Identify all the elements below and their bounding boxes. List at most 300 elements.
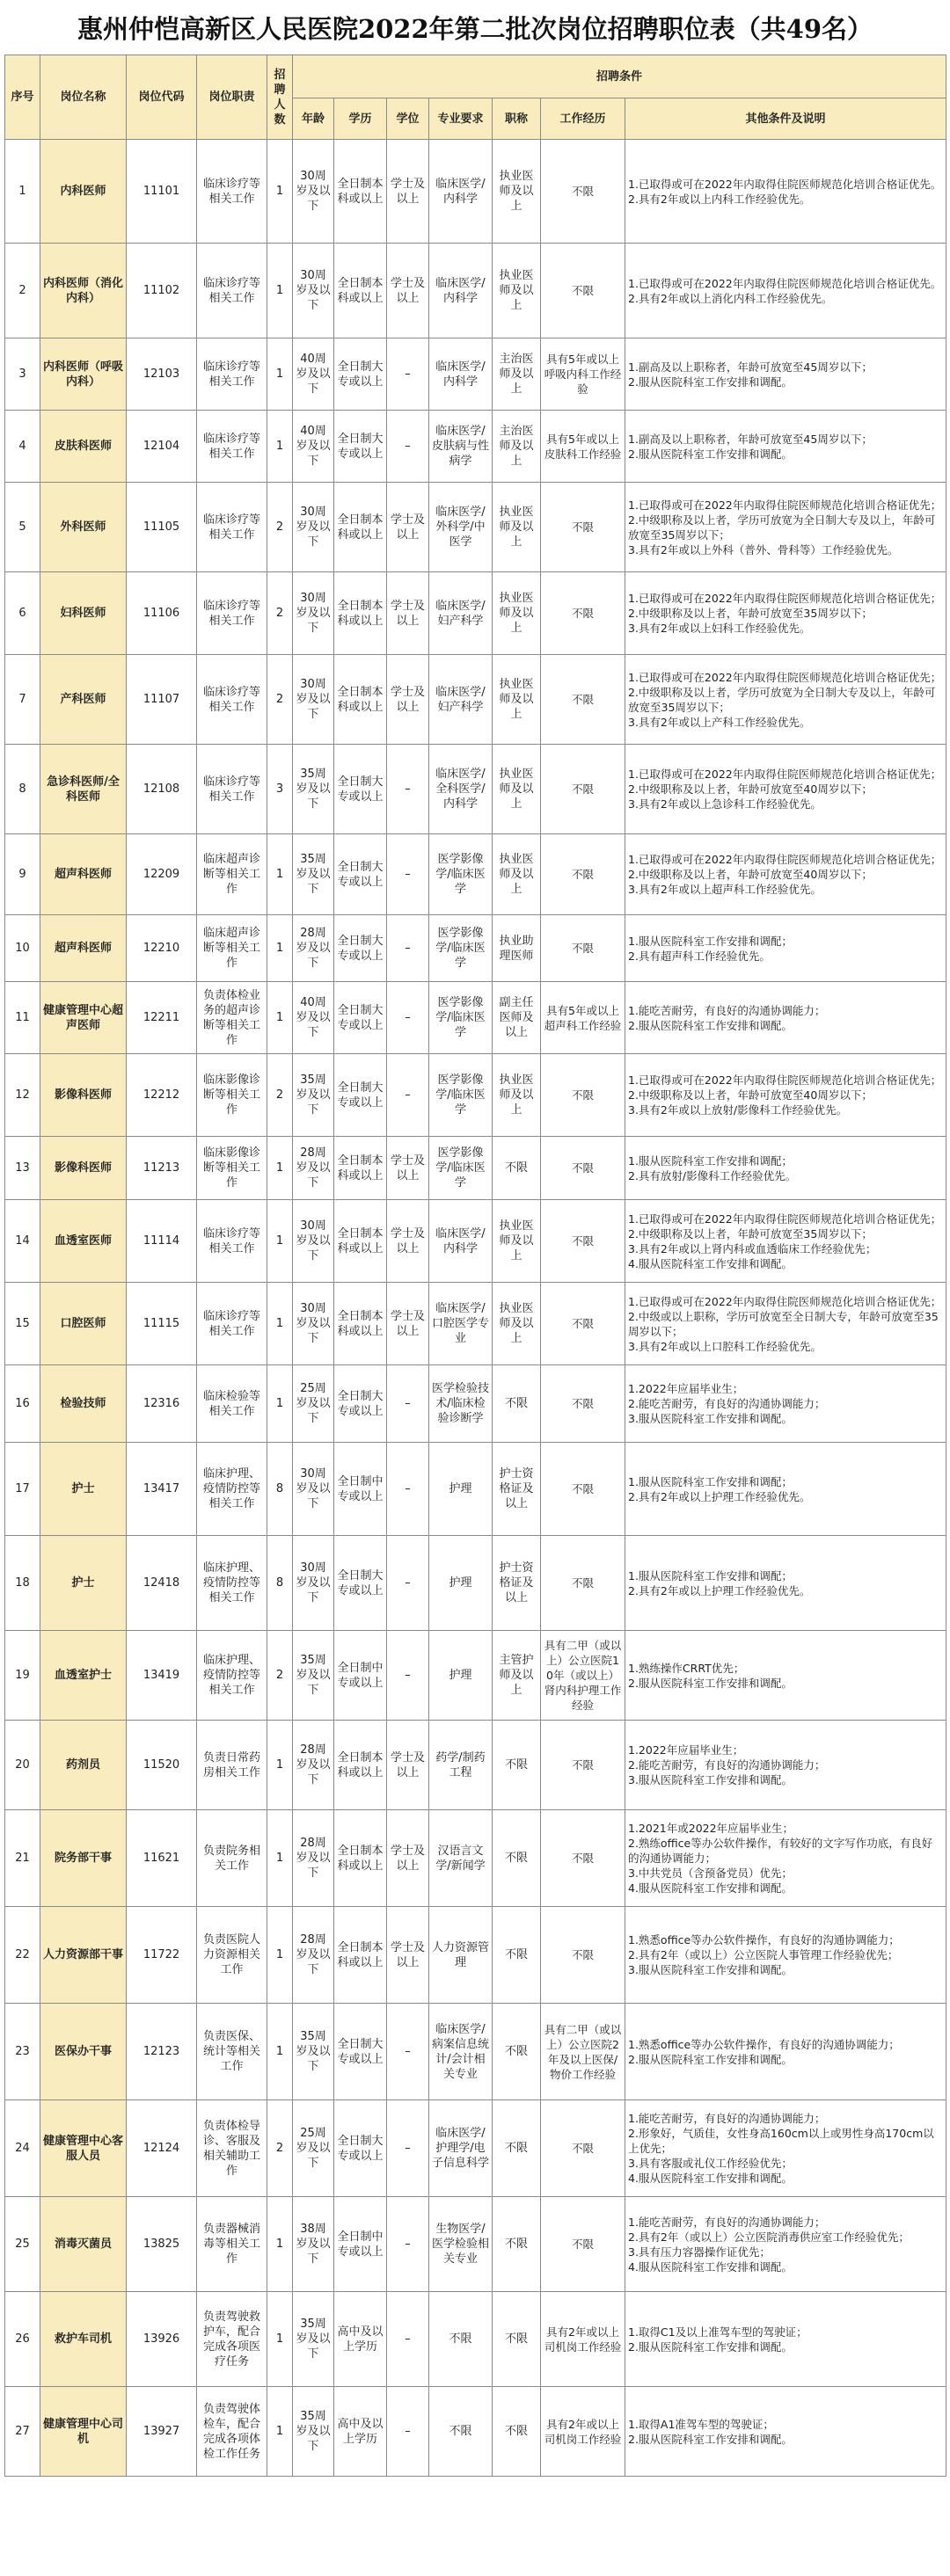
header-title: 职称 xyxy=(493,98,541,140)
other-conditions: 1.熟练操作CRRT优先； 2.服从医院科室工作安排和调配。 xyxy=(625,1631,946,1721)
experience-requirement: 不限 xyxy=(541,1907,625,2004)
position-code: 12316 xyxy=(127,1365,197,1443)
header-duty: 岗位职责 xyxy=(197,55,267,140)
row-number: 11 xyxy=(5,982,40,1054)
position-duty: 负责器械消毒等相关工作 xyxy=(197,2197,267,2292)
hire-count: 1 xyxy=(267,915,293,982)
row-number: 8 xyxy=(5,745,40,834)
row-number: 17 xyxy=(5,1443,40,1536)
education-requirement: 高中及以上学历 xyxy=(334,2387,387,2477)
experience-requirement: 具有5年或以上皮肤科工作经验 xyxy=(541,411,625,483)
major-requirement: 临床医学/护理学/电子信息科学 xyxy=(429,2100,493,2197)
major-requirement: 临床医学/全科医学/内科学 xyxy=(429,745,493,834)
title-requirement: 不限 xyxy=(493,2197,541,2292)
experience-requirement: 不限 xyxy=(541,834,625,915)
title-requirement: 执业助理医师 xyxy=(493,915,541,982)
education-requirement: 全日制中专或以上 xyxy=(334,1443,387,1536)
major-requirement: 医学影像学/临床医学 xyxy=(429,834,493,915)
education-requirement: 全日制本科或以上 xyxy=(334,655,387,745)
degree-requirement: – xyxy=(387,745,429,834)
hire-count: 1 xyxy=(267,2197,293,2292)
title-requirement: 执业医师及以上 xyxy=(493,1054,541,1137)
experience-requirement: 不限 xyxy=(541,1443,625,1536)
table-row xyxy=(5,2004,946,2100)
table-row xyxy=(5,655,946,745)
row-number: 26 xyxy=(5,2292,40,2387)
position-name: 药剂员 xyxy=(40,1721,127,1810)
other-conditions: 1.已取得或可在2022年内取得住院医师规范化培训合格证优先； 2.中级职称及以上者，年龄可放宽至40周岁以下； 3.具有2年或以上超声科工作经验优先。 xyxy=(625,834,946,915)
major-requirement: 临床医学/内科学 xyxy=(429,244,493,338)
education-requirement: 全日制大专或以上 xyxy=(334,411,387,483)
other-conditions: 1.能吃苦耐劳，有良好的沟通协调能力； 2.形象好，气质佳，女性身高160cm以上或男性身高170cm以上优先； 3.具有客服或礼仪工作经验优先； 4.服从医院科室工作安排和调配。 xyxy=(625,2100,946,2197)
position-code: 12418 xyxy=(127,1536,197,1631)
position-duty: 临床诊疗等相关工作 xyxy=(197,1200,267,1283)
title-requirement: 不限 xyxy=(493,1137,541,1200)
row-number: 2 xyxy=(5,244,40,338)
degree-requirement: – xyxy=(387,1536,429,1631)
hire-count: 8 xyxy=(267,1443,293,1536)
other-conditions: 1.能吃苦耐劳，有良好的沟通协调能力； 2.具有2年（或以上）公立医院消毒供应室工作经验优先； 3.具有压力容器操作证优先； 4.服从医院科室工作安排和调配。 xyxy=(625,2197,946,2292)
other-conditions: 1.服从医院科室工作安排和调配； 2.具有2年或以上护理工作经验优先。 xyxy=(625,1443,946,1536)
experience-requirement: 不限 xyxy=(541,2197,625,2292)
position-name: 健康管理中心司机 xyxy=(40,2387,127,2477)
position-duty: 临床诊疗等相关工作 xyxy=(197,244,267,338)
hire-count: 2 xyxy=(267,572,293,655)
major-requirement: 临床医学/皮肤病与性病学 xyxy=(429,411,493,483)
age-requirement: 25周岁及以下 xyxy=(293,1365,334,1443)
position-name: 医保办干事 xyxy=(40,2004,127,2100)
hire-count: 1 xyxy=(267,1365,293,1443)
degree-requirement: 学士及以上 xyxy=(387,1137,429,1200)
row-number: 4 xyxy=(5,411,40,483)
title-requirement: 执业医师及以上 xyxy=(493,655,541,745)
position-name: 皮肤科医师 xyxy=(40,411,127,483)
table-row xyxy=(5,1721,946,1810)
experience-requirement: 不限 xyxy=(541,1365,625,1443)
position-duty: 负责驾驶救护车，配合完成各项医疗任务 xyxy=(197,2292,267,2387)
position-code: 12210 xyxy=(127,915,197,982)
experience-requirement: 具有2年或以上司机岗工作经验 xyxy=(541,2387,625,2477)
age-requirement: 28周岁及以下 xyxy=(293,915,334,982)
age-requirement: 30周岁及以下 xyxy=(293,572,334,655)
degree-requirement: 学士及以上 xyxy=(387,140,429,244)
position-duty: 临床诊疗等相关工作 xyxy=(197,140,267,244)
position-name: 院务部干事 xyxy=(40,1810,127,1907)
major-requirement: 医学影像学/临床医学 xyxy=(429,915,493,982)
position-name: 健康管理中心超声医师 xyxy=(40,982,127,1054)
age-requirement: 30周岁及以下 xyxy=(293,1443,334,1536)
major-requirement: 生物医学/医学检验相关专业 xyxy=(429,2197,493,2292)
position-code: 11114 xyxy=(127,1200,197,1283)
degree-requirement: – xyxy=(387,982,429,1054)
age-requirement: 35周岁及以下 xyxy=(293,1054,334,1137)
position-duty: 临床影像诊断等相关工作 xyxy=(197,1054,267,1137)
table-row xyxy=(5,411,946,483)
position-code: 11621 xyxy=(127,1810,197,1907)
header-code: 岗位代码 xyxy=(127,55,197,140)
education-requirement: 全日制本科或以上 xyxy=(334,1283,387,1365)
position-code: 12211 xyxy=(127,982,197,1054)
major-requirement: 护理 xyxy=(429,1536,493,1631)
row-number: 13 xyxy=(5,1137,40,1200)
row-number: 27 xyxy=(5,2387,40,2477)
title-requirement: 执业医师及以上 xyxy=(493,483,541,572)
position-code: 11101 xyxy=(127,140,197,244)
position-duty: 临床检验等相关工作 xyxy=(197,1365,267,1443)
table-row xyxy=(5,1810,946,1907)
table-row xyxy=(5,1365,946,1443)
major-requirement: 不限 xyxy=(429,2292,493,2387)
degree-requirement: – xyxy=(387,1631,429,1721)
major-requirement: 汉语言文学/新闻学 xyxy=(429,1810,493,1907)
position-code: 12108 xyxy=(127,745,197,834)
row-number: 22 xyxy=(5,1907,40,2004)
title-requirement: 护士资格证及以上 xyxy=(493,1443,541,1536)
age-requirement: 35周岁及以下 xyxy=(293,2292,334,2387)
education-requirement: 全日制本科或以上 xyxy=(334,1200,387,1283)
experience-requirement: 不限 xyxy=(541,1536,625,1631)
table-row xyxy=(5,140,946,244)
other-conditions: 1.已取得或可在2022年内取得住院医师规范化培训合格证优先； 2.中级职称及以上者，学历可放宽为全日制大专及以上，年龄可放宽至35周岁以下； 3.具有2年或以上外科（普外、骨科等）工作经验优先。 xyxy=(625,483,946,572)
position-duty: 临床护理、疫情防控等相关工作 xyxy=(197,1443,267,1536)
major-requirement: 医学检验技术/临床检验诊断学 xyxy=(429,1365,493,1443)
other-conditions: 1.2022年应届毕业生； 2.能吃苦耐劳，有良好的沟通协调能力； 3.服从医院科室工作安排和调配。 xyxy=(625,1721,946,1810)
row-number: 15 xyxy=(5,1283,40,1365)
experience-requirement: 不限 xyxy=(541,2100,625,2197)
position-name: 血透室护士 xyxy=(40,1631,127,1721)
age-requirement: 28周岁及以下 xyxy=(293,1137,334,1200)
other-conditions: 1.熟悉office等办公软件操作，有良好的沟通协调能力； 2.具有2年（或以上）公立医院人事管理工作经验优先； 3.服从医院科室工作安排和调配。 xyxy=(625,1907,946,2004)
age-requirement: 40周岁及以下 xyxy=(293,411,334,483)
position-name: 检验技师 xyxy=(40,1365,127,1443)
table-row xyxy=(5,1054,946,1137)
header-seq: 序号 xyxy=(5,55,40,140)
row-number: 23 xyxy=(5,2004,40,2100)
position-duty: 负责体检业务的超声诊断等相关工作 xyxy=(197,982,267,1054)
education-requirement: 全日制大专或以上 xyxy=(334,982,387,1054)
education-requirement: 全日制本科或以上 xyxy=(334,1137,387,1200)
title-requirement: 副主任医师及以上 xyxy=(493,982,541,1054)
position-duty: 临床诊疗等相关工作 xyxy=(197,411,267,483)
other-conditions: 1.已取得或可在2022年内取得住院医师规范化培训合格证优先。 2.具有2年或以上消化内科工作经验优先。 xyxy=(625,244,946,338)
position-name: 救护车司机 xyxy=(40,2292,127,2387)
position-code: 13825 xyxy=(127,2197,197,2292)
degree-requirement: – xyxy=(387,915,429,982)
title-requirement: 不限 xyxy=(493,2100,541,2197)
position-name: 人力资源部干事 xyxy=(40,1907,127,2004)
age-requirement: 40周岁及以下 xyxy=(293,338,334,411)
age-requirement: 28周岁及以下 xyxy=(293,1721,334,1810)
age-requirement: 25周岁及以下 xyxy=(293,2100,334,2197)
education-requirement: 全日制大专或以上 xyxy=(334,2100,387,2197)
experience-requirement: 具有2年或以上司机岗工作经验 xyxy=(541,2292,625,2387)
education-requirement: 全日制本科或以上 xyxy=(334,1810,387,1907)
major-requirement: 临床医学/内科学 xyxy=(429,1200,493,1283)
table-row xyxy=(5,1907,946,2004)
hire-count: 1 xyxy=(267,2292,293,2387)
row-number: 3 xyxy=(5,338,40,411)
hire-count: 1 xyxy=(267,2387,293,2477)
position-name: 内科医师（呼吸内科） xyxy=(40,338,127,411)
age-requirement: 30周岁及以下 xyxy=(293,1200,334,1283)
degree-requirement: – xyxy=(387,834,429,915)
degree-requirement: 学士及以上 xyxy=(387,244,429,338)
position-code: 11115 xyxy=(127,1283,197,1365)
hire-count: 1 xyxy=(267,1200,293,1283)
table-row xyxy=(5,2100,946,2197)
table-row xyxy=(5,572,946,655)
position-code: 13926 xyxy=(127,2292,197,2387)
position-duty: 负责医院人力资源相关工作 xyxy=(197,1907,267,2004)
position-duty: 负责日常药房相关工作 xyxy=(197,1721,267,1810)
other-conditions: 1.2021年或2022年应届毕业生； 2.熟练office等办公软件操作，有较好的文字写作功底，有良好的沟通协调能力； 3.中共党员（含预备党员）优先； 4.服从医院科室工作安排和调配。 xyxy=(625,1810,946,1907)
title-requirement: 不限 xyxy=(493,1721,541,1810)
age-requirement: 28周岁及以下 xyxy=(293,1907,334,2004)
other-conditions: 1.已取得或可在2022年内取得住院医师规范化培训合格证优先； 2.中级职称及以上者，年龄可放宽至40周岁以下； 3.具有2年或以上放射/影像科工作经验优先。 xyxy=(625,1054,946,1137)
row-number: 9 xyxy=(5,834,40,915)
age-requirement: 35周岁及以下 xyxy=(293,2004,334,2100)
position-duty: 临床超声诊断等相关工作 xyxy=(197,834,267,915)
degree-requirement: – xyxy=(387,2292,429,2387)
position-code: 12104 xyxy=(127,411,197,483)
major-requirement: 医学影像学/临床医学 xyxy=(429,1137,493,1200)
table-row xyxy=(5,982,946,1054)
table-row xyxy=(5,1200,946,1283)
degree-requirement: – xyxy=(387,1054,429,1137)
header-conditions: 招聘条件 xyxy=(293,55,946,98)
page-title: 惠州仲恺高新区人民医院2022年第二批次岗位招聘职位表（共49名） xyxy=(77,13,873,44)
degree-requirement: – xyxy=(387,1443,429,1536)
position-duty: 临床诊疗等相关工作 xyxy=(197,745,267,834)
experience-requirement: 具有5年或以上超声科工作经验 xyxy=(541,982,625,1054)
education-requirement: 全日制本科或以上 xyxy=(334,244,387,338)
table-row xyxy=(5,244,946,338)
row-number: 6 xyxy=(5,572,40,655)
experience-requirement: 不限 xyxy=(541,1054,625,1137)
header-experience: 工作经历 xyxy=(541,98,625,140)
row-number: 16 xyxy=(5,1365,40,1443)
table-row xyxy=(5,2197,946,2292)
recruitment-table xyxy=(4,55,946,2477)
other-conditions: 1.熟悉office等办公软件操作，有良好的沟通协调能力； 2.服从医院科室工作安排和调配。 xyxy=(625,2004,946,2100)
education-requirement: 全日制本科或以上 xyxy=(334,140,387,244)
age-requirement: 38周岁及以下 xyxy=(293,2197,334,2292)
position-name: 消毒灭菌员 xyxy=(40,2197,127,2292)
hire-count: 1 xyxy=(267,1907,293,2004)
table-row xyxy=(5,1536,946,1631)
degree-requirement: 学士及以上 xyxy=(387,1283,429,1365)
row-number: 19 xyxy=(5,1631,40,1721)
hire-count: 1 xyxy=(267,140,293,244)
degree-requirement: 学士及以上 xyxy=(387,1200,429,1283)
title-requirement: 执业医师及以上 xyxy=(493,1200,541,1283)
other-conditions: 1.服从医院科室工作安排和调配； 2.具有超声科工作经验优先。 xyxy=(625,915,946,982)
title-requirement: 执业医师及以上 xyxy=(493,834,541,915)
position-name: 健康管理中心客服人员 xyxy=(40,2100,127,2197)
hire-count: 1 xyxy=(267,2004,293,2100)
title-requirement: 不限 xyxy=(493,2004,541,2100)
degree-requirement: – xyxy=(387,411,429,483)
position-duty: 临床超声诊断等相关工作 xyxy=(197,915,267,982)
education-requirement: 全日制中专或以上 xyxy=(334,2197,387,2292)
major-requirement: 人力资源管理 xyxy=(429,1907,493,2004)
degree-requirement: – xyxy=(387,2387,429,2477)
title-requirement: 执业医师及以上 xyxy=(493,1283,541,1365)
title-requirement: 执业医师及以上 xyxy=(493,140,541,244)
table-row xyxy=(5,915,946,982)
major-requirement: 护理 xyxy=(429,1631,493,1721)
table-row xyxy=(5,2387,946,2477)
position-duty: 临床诊疗等相关工作 xyxy=(197,483,267,572)
experience-requirement: 具有二甲（或以上）公立医院10年（或以上）肾内科护理工作经验 xyxy=(541,1631,625,1721)
hire-count: 1 xyxy=(267,244,293,338)
major-requirement: 临床医学/妇产科学 xyxy=(429,572,493,655)
other-conditions: 1.能吃苦耐劳，有良好的沟通协调能力； 2.服从医院科室工作安排和调配。 xyxy=(625,982,946,1054)
major-requirement: 医学影像学/临床医学 xyxy=(429,982,493,1054)
row-number: 5 xyxy=(5,483,40,572)
experience-requirement: 不限 xyxy=(541,244,625,338)
title-requirement: 护士资格证及以上 xyxy=(493,1536,541,1631)
position-name: 护士 xyxy=(40,1443,127,1536)
education-requirement: 全日制大专或以上 xyxy=(334,2004,387,2100)
table-row xyxy=(5,834,946,915)
age-requirement: 30周岁及以下 xyxy=(293,483,334,572)
position-duty: 临床影像诊断等相关工作 xyxy=(197,1137,267,1200)
education-requirement: 全日制大专或以上 xyxy=(334,1536,387,1631)
position-name: 产科医师 xyxy=(40,655,127,745)
education-requirement: 全日制大专或以上 xyxy=(334,1054,387,1137)
major-requirement: 临床医学/妇产科学 xyxy=(429,655,493,745)
degree-requirement: 学士及以上 xyxy=(387,572,429,655)
degree-requirement: 学士及以上 xyxy=(387,1721,429,1810)
position-code: 11520 xyxy=(127,1721,197,1810)
education-requirement: 全日制大专或以上 xyxy=(334,1365,387,1443)
other-conditions: 1.已取得或可在2022年内取得住院医师规范化培训合格证优先； 2.中级或以上职称，学历可放宽至全日制大专，年龄可放宽至35周岁以下； 3.具有2年或以上口腔科工作经验优先。 xyxy=(625,1283,946,1365)
header-age: 年龄 xyxy=(293,98,334,140)
position-code: 11106 xyxy=(127,572,197,655)
other-conditions: 1.已取得或可在2022年内取得住院医师规范化培训合格证优先； 2.中级职称及以上者，学历可放宽为全日制大专及以上，年龄可放宽至35周岁以下； 3.具有2年或以上产科工作经验优先。 xyxy=(625,655,946,745)
hire-count: 1 xyxy=(267,1721,293,1810)
position-name: 内科医师 xyxy=(40,140,127,244)
hire-count: 1 xyxy=(267,982,293,1054)
degree-requirement: 学士及以上 xyxy=(387,1810,429,1907)
position-code: 12212 xyxy=(127,1054,197,1137)
title-requirement: 执业医师及以上 xyxy=(493,745,541,834)
position-code: 12123 xyxy=(127,2004,197,2100)
row-number: 25 xyxy=(5,2197,40,2292)
hire-count: 2 xyxy=(267,2100,293,2197)
education-requirement: 全日制本科或以上 xyxy=(334,1721,387,1810)
hire-count: 1 xyxy=(267,1810,293,1907)
hire-count: 3 xyxy=(267,745,293,834)
position-code: 13927 xyxy=(127,2387,197,2477)
position-name: 超声科医师 xyxy=(40,915,127,982)
education-requirement: 高中及以上学历 xyxy=(334,2292,387,2387)
position-code: 11105 xyxy=(127,483,197,572)
position-duty: 负责医保、统计等相关工作 xyxy=(197,2004,267,2100)
position-duty: 临床诊疗等相关工作 xyxy=(197,1283,267,1365)
title-requirement: 不限 xyxy=(493,2387,541,2477)
header-position: 岗位名称 xyxy=(40,55,127,140)
degree-requirement: – xyxy=(387,2004,429,2100)
age-requirement: 40周岁及以下 xyxy=(293,982,334,1054)
major-requirement: 临床医学/内科学 xyxy=(429,338,493,411)
title-requirement: 执业医师及以上 xyxy=(493,572,541,655)
row-number: 24 xyxy=(5,2100,40,2197)
position-duty: 负责院务相关工作 xyxy=(197,1810,267,1907)
header-count: 招聘人数 xyxy=(267,55,293,140)
hire-count: 8 xyxy=(267,1536,293,1631)
experience-requirement: 不限 xyxy=(541,483,625,572)
table-row xyxy=(5,745,946,834)
position-duty: 负责驾驶体检车，配合完成各项体检工作任务 xyxy=(197,2387,267,2477)
position-name: 影像科医师 xyxy=(40,1137,127,1200)
education-requirement: 全日制大专或以上 xyxy=(334,745,387,834)
other-conditions: 1.已取得或可在2022年内取得住院医师规范化培训合格证优先； 2.中级职称及以上者，年龄可放宽至40周岁以下； 3.具有2年或以上急诊科工作经验优先。 xyxy=(625,745,946,834)
table-row xyxy=(5,1443,946,1536)
table-row xyxy=(5,338,946,411)
other-conditions: 1.取得C1及以上准驾车型的驾驶证； 2.服从医院科室工作安排和调配。 xyxy=(625,2292,946,2387)
other-conditions: 1.服从医院科室工作安排和调配； 2.具有放射/影像科工作经验优先。 xyxy=(625,1137,946,1200)
age-requirement: 30周岁及以下 xyxy=(293,1283,334,1365)
hire-count: 2 xyxy=(267,655,293,745)
other-conditions: 1.已取得或可在2022年内取得住院医师规范化培训合格证优先； 2.中级职称及以上者，年龄可放宽至35周岁以下； 3.具有2年或以上肾内科或血透临床工作经验优先； 4.服从医院科室工作安排和调配。 xyxy=(625,1200,946,1283)
row-number: 14 xyxy=(5,1200,40,1283)
position-code: 12124 xyxy=(127,2100,197,2197)
experience-requirement: 不限 xyxy=(541,1200,625,1283)
title-requirement: 主治医师及以上 xyxy=(493,338,541,411)
other-conditions: 1.副高及以上职称者，年龄可放宽至45周岁以下； 2.服从医院科室工作安排和调配。 xyxy=(625,411,946,483)
row-number: 1 xyxy=(5,140,40,244)
position-name: 超声科医师 xyxy=(40,834,127,915)
education-requirement: 全日制本科或以上 xyxy=(334,1907,387,2004)
degree-requirement: – xyxy=(387,2197,429,2292)
other-conditions: 1.已取得或可在2022年内取得住院医师规范化培训合格证优先。 2.具有2年或以上内科工作经验优先。 xyxy=(625,140,946,244)
experience-requirement: 不限 xyxy=(541,745,625,834)
experience-requirement: 不限 xyxy=(541,915,625,982)
table-row xyxy=(5,2292,946,2387)
row-number: 20 xyxy=(5,1721,40,1810)
position-duty: 临床护理、疫情防控等相关工作 xyxy=(197,1631,267,1721)
header-other: 其他条件及说明 xyxy=(625,98,946,140)
major-requirement: 临床医学/病案信息统计/会计相关专业 xyxy=(429,2004,493,2100)
education-requirement: 全日制本科或以上 xyxy=(334,572,387,655)
row-number: 7 xyxy=(5,655,40,745)
experience-requirement: 不限 xyxy=(541,140,625,244)
hire-count: 1 xyxy=(267,834,293,915)
experience-requirement: 不限 xyxy=(541,655,625,745)
row-number: 18 xyxy=(5,1536,40,1631)
position-code: 11213 xyxy=(127,1137,197,1200)
other-conditions: 1.2022年应届毕业生； 2.能吃苦耐劳，有良好的沟通协调能力； 3.服从医院科室工作安排和调配。 xyxy=(625,1365,946,1443)
age-requirement: 30周岁及以下 xyxy=(293,140,334,244)
major-requirement: 护理 xyxy=(429,1443,493,1536)
experience-requirement: 不限 xyxy=(541,1810,625,1907)
position-duty: 临床护理、疫情防控等相关工作 xyxy=(197,1536,267,1631)
table-row xyxy=(5,483,946,572)
degree-requirement: – xyxy=(387,1365,429,1443)
table-row xyxy=(5,1631,946,1721)
education-requirement: 全日制大专或以上 xyxy=(334,915,387,982)
education-requirement: 全日制中专或以上 xyxy=(334,1631,387,1721)
major-requirement: 临床医学/口腔医学专业 xyxy=(429,1283,493,1365)
experience-requirement: 具有5年或以上呼吸内科工作经验 xyxy=(541,338,625,411)
hire-count: 2 xyxy=(267,1054,293,1137)
position-code: 12209 xyxy=(127,834,197,915)
major-requirement: 不限 xyxy=(429,2387,493,2477)
position-name: 口腔医师 xyxy=(40,1283,127,1365)
hire-count: 2 xyxy=(267,483,293,572)
